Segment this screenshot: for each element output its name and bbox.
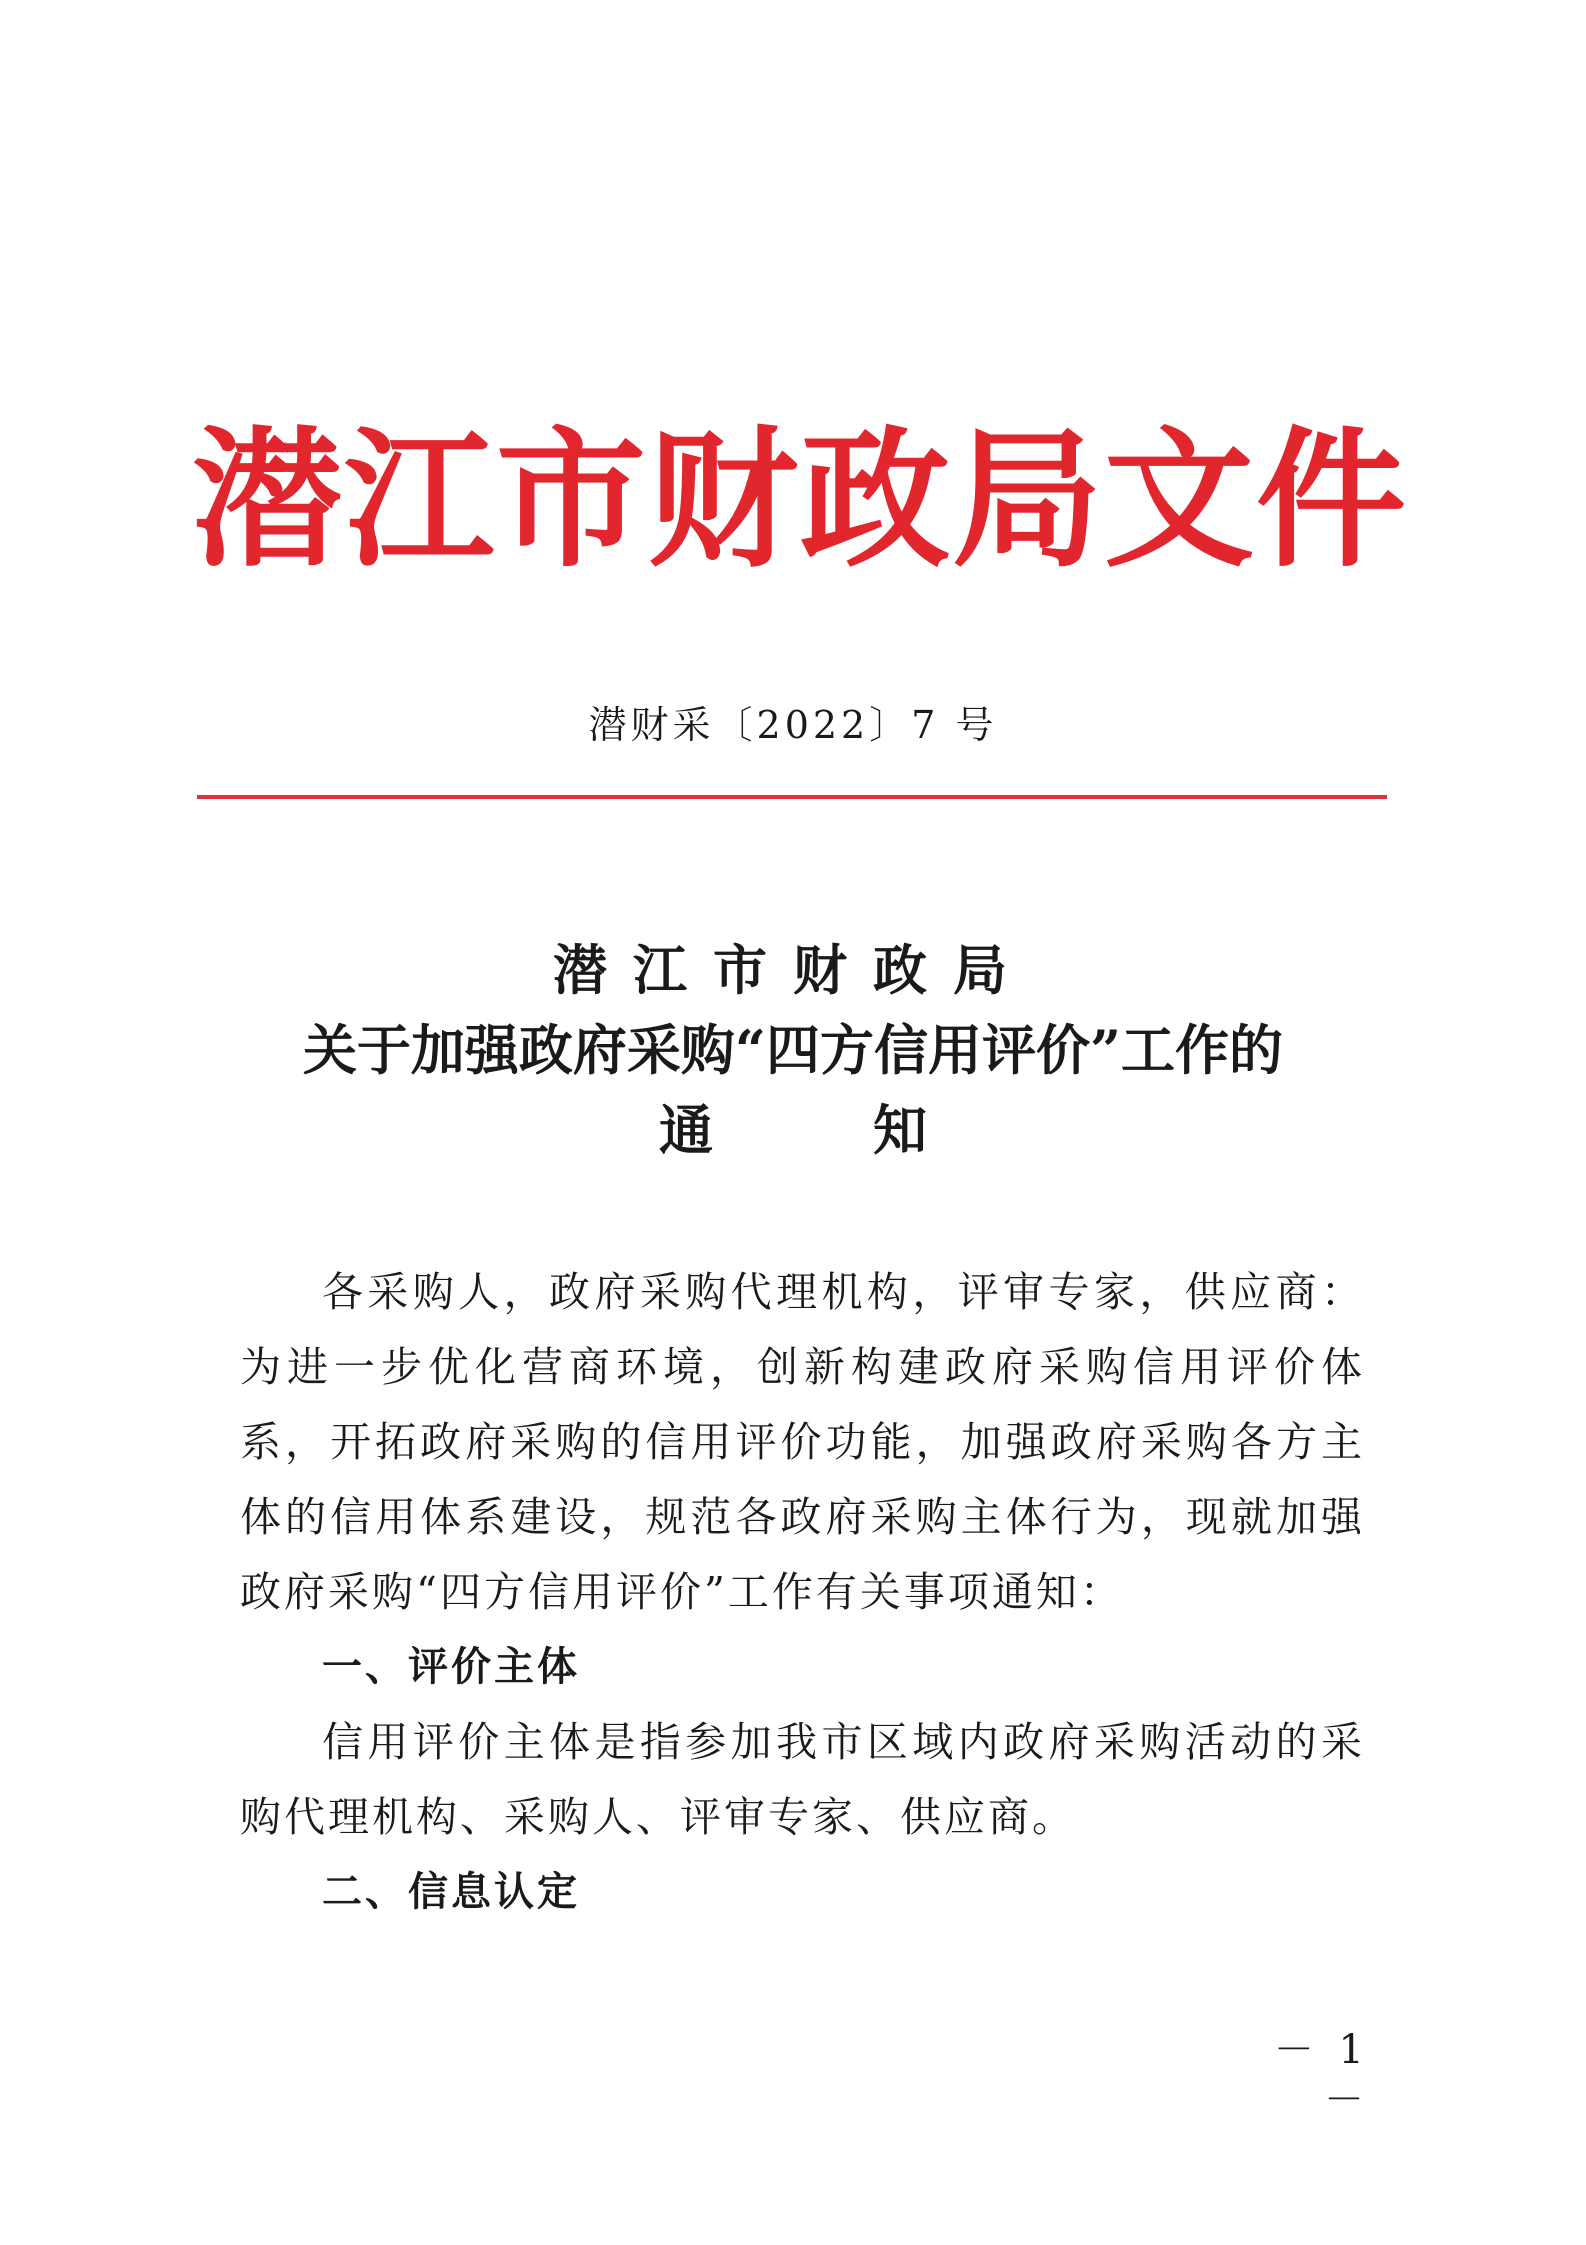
title-notice: 通知 bbox=[659, 1098, 1087, 1162]
section-heading-2: 二、信息认定 bbox=[322, 1869, 580, 1915]
document-number: 潜财采〔2022〕7 号 bbox=[588, 703, 998, 747]
page-number: － 1 － bbox=[1273, 2027, 1370, 2123]
section-heading-1: 一、评价主体 bbox=[322, 1644, 580, 1690]
section-1-paragraph: 信用评价主体是指参加我市区域内政府采购活动的采购代理机构、采购人、评审专家、供应商。 bbox=[240, 1718, 1365, 1841]
title-issuer: 潜江市财政局 bbox=[553, 938, 1033, 1002]
document-body bbox=[240, 1255, 1365, 1930]
red-divider-line bbox=[197, 795, 1387, 799]
masthead-title: 潜江市财政局文件 bbox=[191, 412, 1408, 588]
title-subject: 关于加强政府采购“四方信用评价”工作的 bbox=[302, 1018, 1284, 1082]
intro-paragraph: 各采购人，政府采购代理机构，评审专家，供应商：为进一步优化营商环境，创新构建政府采购信用评价体系，开拓政府采购的信用评价功能，加强政府采购各方主体的信用体系建设，规范各政府采购主体行为，现就加强政府采购“四方信用评价”工作有关事项通知： bbox=[240, 1268, 1365, 1616]
